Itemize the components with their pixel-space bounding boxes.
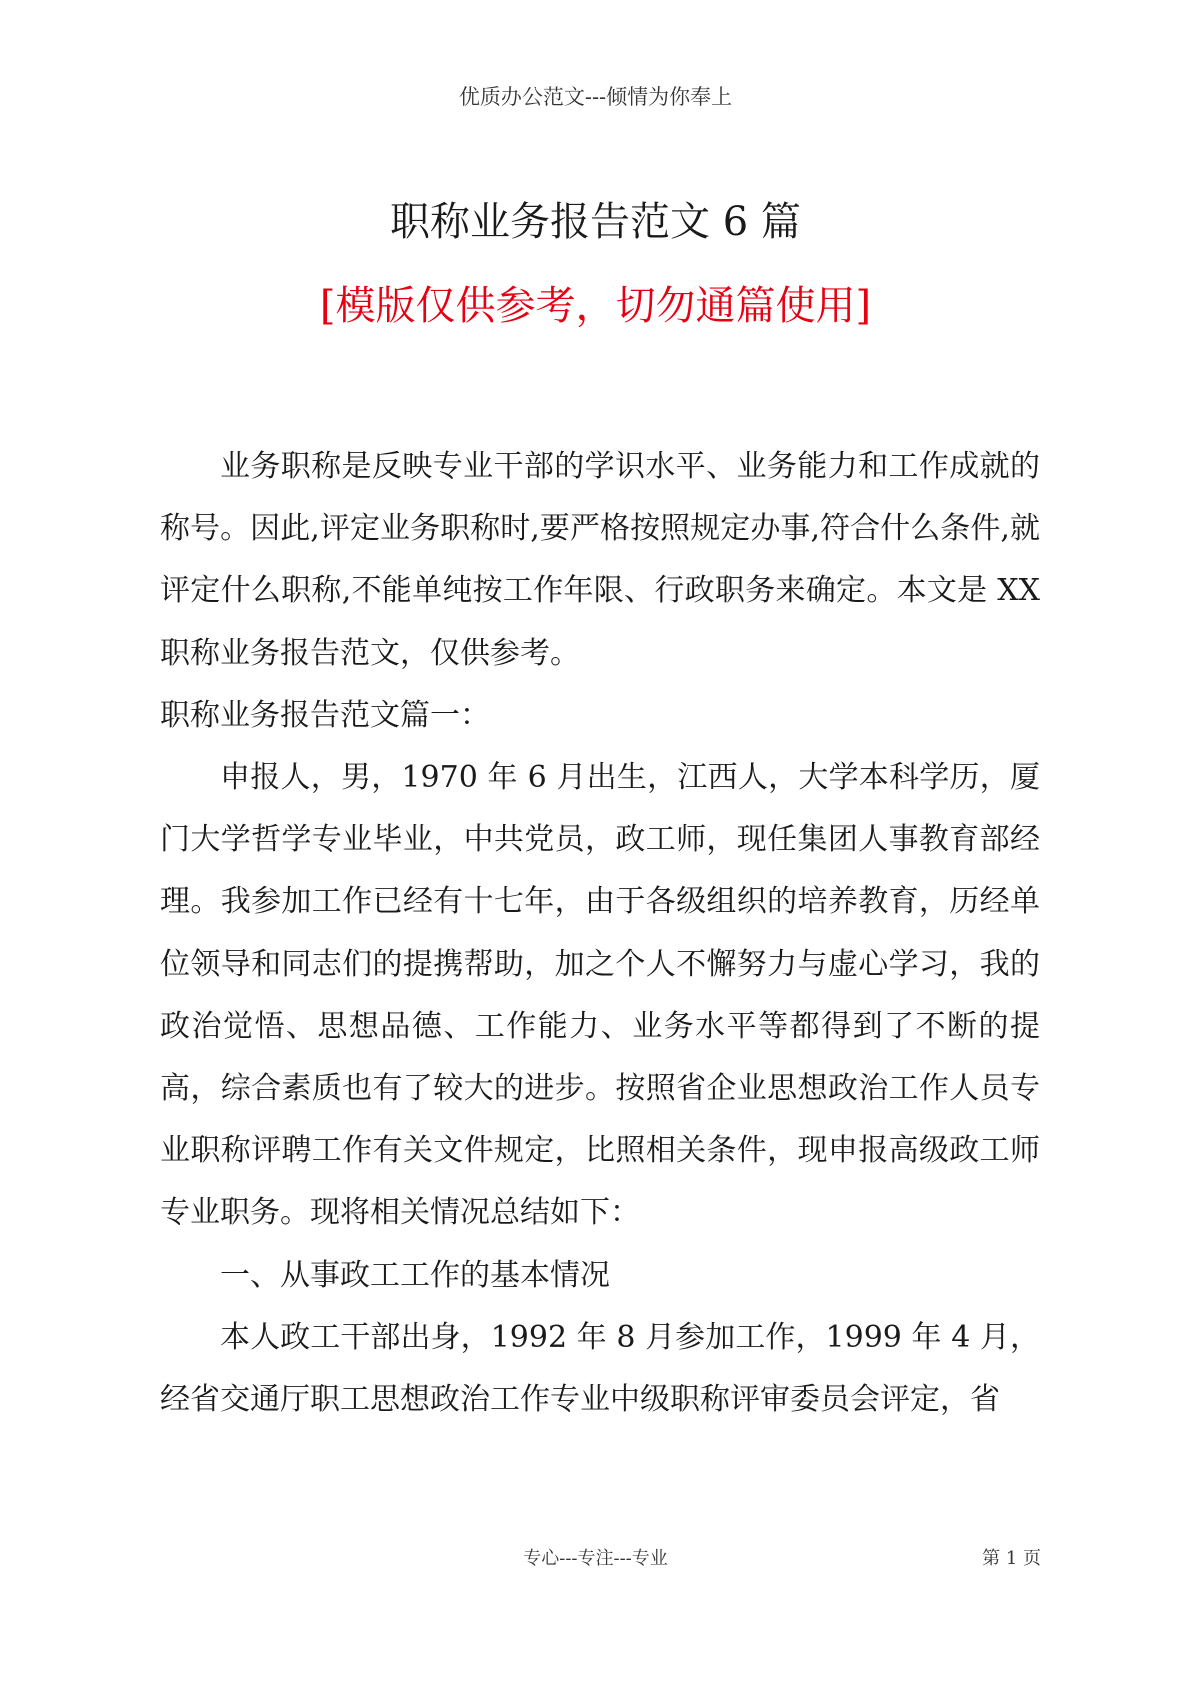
subsection-heading: 一、从事政工工作的基本情况 [220, 1257, 610, 1293]
intro-paragraph: 业务职称是反映专业干部的学识水平、业务能力和工作成就的称号。因此,评定业务职称时,要严格按照规定办事,符合什么条件,就评定什么职称,不能单纯按工作年限、行政职务来确定。本文是 XX 职称业务报告范文，仅供参考。 [160, 449, 1040, 671]
document-subtitle: [模版仅供参考，切勿通篇使用] [319, 283, 872, 329]
section-heading: 职称业务报告范文篇一： [160, 697, 490, 733]
page-number: 第 1 页 [982, 1548, 1041, 1569]
page-header: 优质办公范文---倾情为你奉上 [458, 85, 733, 109]
document-body [160, 436, 1040, 1431]
footer-slogan: 专心---专注---专业 [523, 1548, 668, 1569]
document-title: 职称业务报告范文 6 篇 [390, 199, 801, 245]
applicant-paragraph: 申报人，男，1970 年 6 月出生，江西人，大学本科学历，厦门大学哲学专业毕业，中共党员，政工师，现任集团人事教育部经理。我参加工作已经有十七年，由于各级组织的培养教育，历经单位领导和同志们的提携帮助，加之个人不懈努力与虚心学习，我的政治觉悟、思想品德、工作能力、业务水平等都得到了不断的提高，综合素质也有了较大的进步。按照省企业思想政治工作人员专业职称评聘工作有关文件规定，比照相关条件，现申报高级政工师专业职务。现将相关情况总结如下： [160, 760, 1040, 1231]
work-history-paragraph: 本人政工干部出身，1992 年 8 月参加工作，1999 年 4 月，经省交通厅职工思想政治工作专业中级职称评审委员会评定，省 [160, 1319, 1040, 1418]
